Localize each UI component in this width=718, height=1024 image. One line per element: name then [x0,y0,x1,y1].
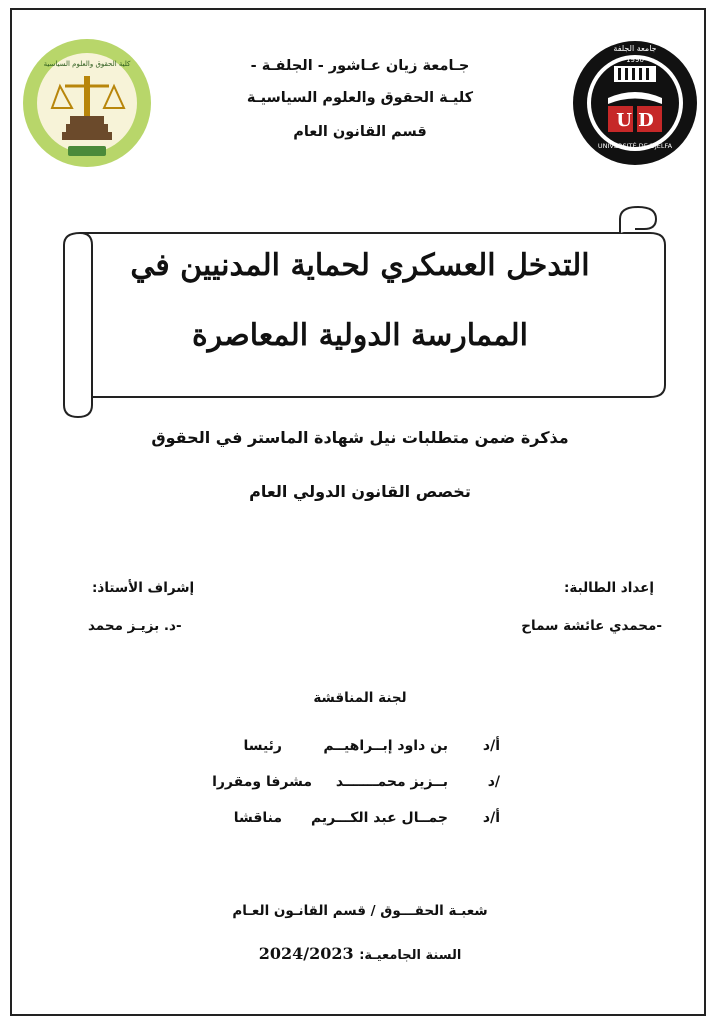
member-role: مناقشا [233,810,282,826]
academic-year [200,944,520,963]
supervisor-label: إشراف الأستاذ: [92,580,195,596]
member-name: بــزيز محمـــــــد [335,774,448,790]
year-label: السنة الجامعيـة: [359,948,462,963]
specialty: تخصص القانون الدولي العام [249,482,471,501]
title-line-2: الممارسة الدولية المعاصرة [191,318,529,353]
logo-name: جامعة الجلفة [613,44,657,53]
department-name: قسم القانون العام [293,124,427,140]
faculty-logo [20,36,155,171]
member-role: رئيسا [243,738,282,754]
year-value: 2024/2023 [258,944,354,963]
student-name: -محمدي عائشة سماح [521,618,662,634]
member-rank: أ/د [482,810,500,826]
supervisor-name: -د. بزيـز محمد [88,618,182,634]
university-name: جـامعة زيان عـاشور - الجلفـة - [250,58,470,74]
student-label: إعداد الطالبة: [564,580,654,596]
committee-title: لجنة المناقشة [313,690,407,706]
logo-year: 1990 [626,56,644,64]
member-role: مشرفا ومقررا [212,774,312,790]
university-logo [570,38,700,168]
member-name: جمــال عبد الكـــريم [310,810,448,826]
member-rank: د/ [487,774,500,790]
branch-line: شعبـة الحقـــوق / قسم القانـون العـام [232,903,488,919]
faculty-name: كليـة الحقوق والعلوم السياسيـة [246,90,474,106]
member-name: بن داود إبــراهيــم [323,738,448,754]
thesis-description: مذكرة ضمن متطلبات نيل شهادة الماستر في الحقوق [151,428,569,447]
logo-caption: UNIVERSITÉ DE DJELFA [597,142,673,150]
member-rank: أ/د [482,738,500,754]
title-scroll [60,205,670,420]
title-line-1: التدخل العسكري لحماية المدنيين في [130,248,590,283]
left-logo-caption: كلية الحقوق والعلوم السياسية [43,60,131,68]
logo-letters: U D [616,110,654,131]
